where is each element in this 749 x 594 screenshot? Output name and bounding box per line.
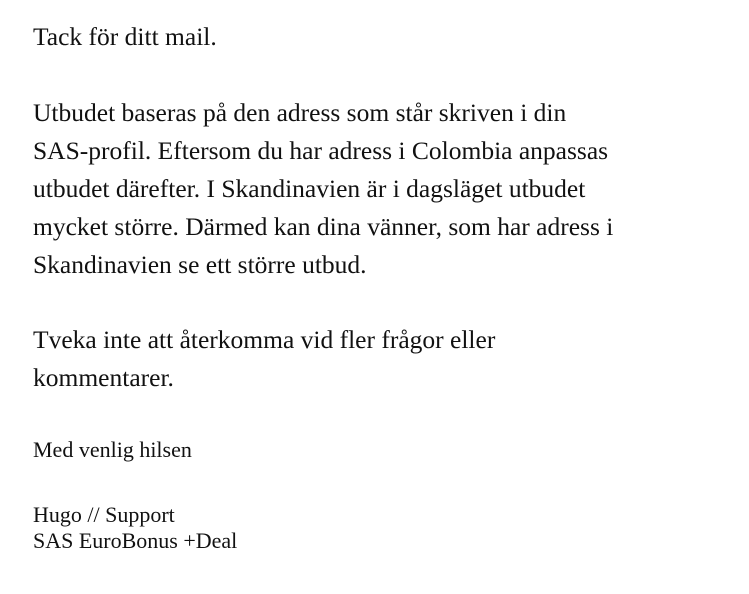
signature-company: SAS EuroBonus +Deal: [33, 528, 238, 553]
paragraph-1-line: SAS-profil. Eftersom du har adress i Colombia anpassas: [33, 136, 609, 165]
closing-text: Med venlig hilsen: [33, 437, 192, 462]
signature-block: [33, 502, 237, 554]
signature-name: Hugo // Support: [33, 502, 175, 527]
paragraph-2-line: kommentarer.: [33, 363, 174, 392]
greeting-text: Tack för ditt mail.: [33, 22, 217, 51]
message-paragraph-2: [33, 321, 495, 397]
paragraph-2-line: Tveka inte att återkomma vid fler frågor eller: [33, 325, 496, 354]
paragraph-1-line: utbudet därefter. I Skandinavien är i dagsläget utbudet: [33, 174, 586, 203]
paragraph-1-line: Skandinavien se ett större utbud.: [33, 250, 367, 279]
paragraph-1-line: Utbudet baseras på den adress som står skriven i din: [33, 98, 567, 127]
message-paragraph-1: [33, 94, 613, 284]
paragraph-1-line: mycket större. Därmed kan dina vänner, som har adress i: [33, 212, 614, 241]
